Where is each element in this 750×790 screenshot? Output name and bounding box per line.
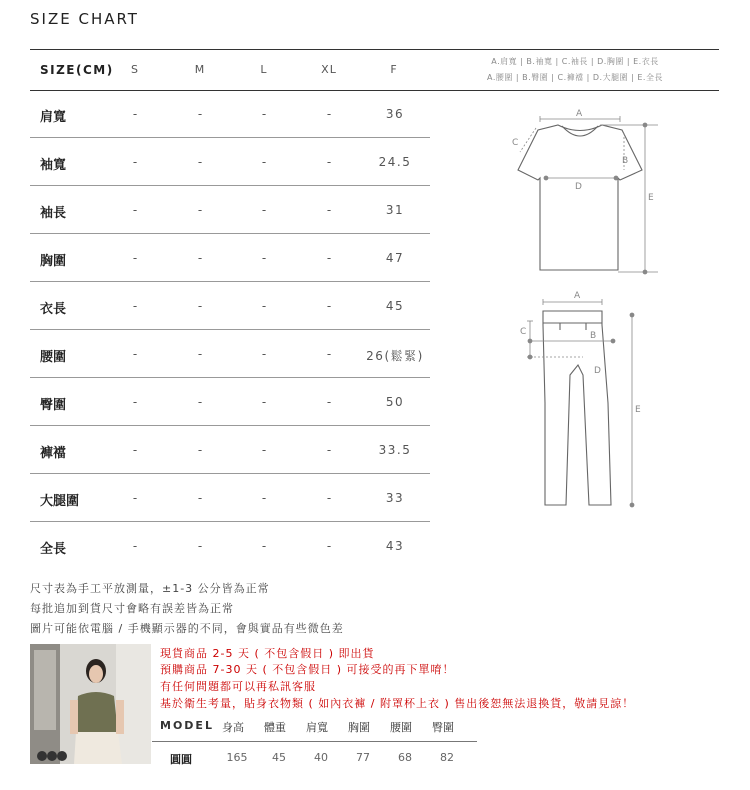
cell-xl: - bbox=[326, 107, 332, 121]
cell-m: - bbox=[197, 107, 203, 121]
pants-measurement-diagram bbox=[510, 285, 660, 515]
model-name: 圓圓 bbox=[170, 753, 192, 766]
note-color: 圖片可能依電腦 / 手機顯示器的不同，會與實品有些微色差 bbox=[30, 622, 344, 635]
cell-l: - bbox=[261, 155, 267, 169]
cell-f: 47 bbox=[385, 251, 405, 265]
model-header-shoulder: 肩寬 bbox=[306, 721, 328, 734]
chart-title: SIZE CHART bbox=[30, 10, 139, 28]
top-letter-d: D bbox=[575, 182, 582, 192]
model-photo bbox=[30, 644, 151, 764]
cell-s: - bbox=[132, 347, 138, 361]
row-label: 腰圍 bbox=[40, 350, 67, 365]
cell-l: - bbox=[261, 203, 267, 217]
cell-xl: - bbox=[326, 539, 332, 553]
cell-s: - bbox=[132, 443, 138, 457]
shipping-note-preorder: 預購商品 7-30 天 ( 不包含假日 ) 可接受的再下單唷！ bbox=[160, 663, 455, 676]
cell-l: - bbox=[261, 395, 267, 409]
cell-m: - bbox=[197, 395, 203, 409]
cell-l: - bbox=[261, 443, 267, 457]
cell-f: 24.5 bbox=[378, 155, 412, 169]
cell-f: 33.5 bbox=[378, 443, 412, 457]
pants-letter-a: A bbox=[574, 291, 581, 301]
row-divider bbox=[30, 521, 430, 522]
cell-xl: - bbox=[326, 299, 332, 313]
model-divider bbox=[152, 741, 477, 742]
model-value-bust: 77 bbox=[356, 751, 370, 764]
top-letter-e: E bbox=[648, 193, 654, 203]
model-header-waist: 腰圍 bbox=[390, 721, 412, 734]
pants-letter-e: E bbox=[635, 405, 641, 415]
row-divider bbox=[30, 329, 430, 330]
cell-l: - bbox=[261, 539, 267, 553]
cell-m: - bbox=[197, 203, 203, 217]
cell-xl: - bbox=[326, 251, 332, 265]
top-outline bbox=[518, 125, 642, 270]
size-col-f: F bbox=[390, 63, 398, 76]
cell-f: 26(鬆緊) bbox=[366, 349, 424, 363]
cell-m: - bbox=[197, 251, 203, 265]
size-col-m: M bbox=[194, 63, 206, 76]
cell-xl: - bbox=[326, 443, 332, 457]
cell-m: - bbox=[197, 443, 203, 457]
row-divider bbox=[30, 281, 430, 282]
cell-l: - bbox=[261, 107, 267, 121]
pants-letter-b: B bbox=[590, 331, 597, 341]
row-label: 大腿圍 bbox=[40, 494, 80, 509]
cell-xl: - bbox=[326, 155, 332, 169]
top-letter-b: B bbox=[622, 156, 629, 166]
cell-s: - bbox=[132, 203, 138, 217]
cell-m: - bbox=[197, 299, 203, 313]
pants-outline bbox=[543, 311, 611, 505]
top-letter-a: A bbox=[576, 109, 583, 119]
cell-s: - bbox=[132, 107, 138, 121]
model-value-height: 165 bbox=[226, 751, 248, 764]
model-header-model: MODEL bbox=[160, 719, 214, 732]
cell-f: 36 bbox=[385, 107, 405, 121]
cell-l: - bbox=[261, 347, 267, 361]
row-label: 全長 bbox=[40, 542, 67, 557]
legend-bottom: A.腰圍 | B.臀圍 | C.褲襠 | D.大腿圍 | E.全長 bbox=[487, 73, 663, 82]
cell-l: - bbox=[261, 299, 267, 313]
header-bottom-rule bbox=[30, 90, 719, 91]
cell-s: - bbox=[132, 395, 138, 409]
model-header-weight: 體重 bbox=[264, 721, 286, 734]
model-header-height: 身高 bbox=[222, 721, 244, 734]
model-header-bust: 胸圍 bbox=[348, 721, 370, 734]
pants-letter-c: C bbox=[520, 327, 527, 337]
note-batch: 每批追加到貨尺寸會略有誤差皆為正常 bbox=[30, 602, 234, 615]
cell-l: - bbox=[261, 491, 267, 505]
model-value-hip: 82 bbox=[440, 751, 454, 764]
top-measurement-diagram bbox=[500, 100, 670, 280]
hygiene-note: 基於衛生考量，貼身衣物類 ( 如內衣褲 / 附罩杯上衣 ) 售出後恕無法退換貨，敬請見諒！ bbox=[160, 697, 635, 710]
row-label: 肩寬 bbox=[40, 110, 67, 125]
cell-f: 43 bbox=[385, 539, 405, 553]
cell-xl: - bbox=[326, 395, 332, 409]
cell-s: - bbox=[132, 299, 138, 313]
row-label: 衣長 bbox=[40, 302, 67, 317]
note-measure: 尺寸表為手工平放測量，±1-3 公分皆為正常 bbox=[30, 582, 270, 595]
row-label: 褲襠 bbox=[40, 446, 67, 461]
model-header-hip: 臀圍 bbox=[432, 721, 454, 734]
cell-xl: - bbox=[326, 203, 332, 217]
row-label: 袖寬 bbox=[40, 158, 67, 173]
model-value-weight: 45 bbox=[272, 751, 286, 764]
model-value-waist: 68 bbox=[398, 751, 412, 764]
row-divider bbox=[30, 425, 430, 426]
legend-top: A.肩寬 | B.袖寬 | C.袖長 | D.胸圍 | E.衣長 bbox=[491, 57, 659, 66]
row-divider bbox=[30, 233, 430, 234]
top-letter-c: C bbox=[512, 138, 519, 148]
cell-m: - bbox=[197, 491, 203, 505]
row-divider bbox=[30, 473, 430, 474]
cell-l: - bbox=[261, 251, 267, 265]
size-header-label: SIZE(CM) bbox=[40, 63, 114, 77]
cell-f: 45 bbox=[385, 299, 405, 313]
header-top-rule bbox=[30, 49, 719, 50]
support-note: 有任何問題都可以再私訊客服 bbox=[160, 680, 316, 693]
cell-f: 50 bbox=[385, 395, 405, 409]
cell-s: - bbox=[132, 155, 138, 169]
row-divider bbox=[30, 377, 430, 378]
row-label: 臀圍 bbox=[40, 398, 67, 413]
cell-s: - bbox=[132, 491, 138, 505]
row-label: 胸圍 bbox=[40, 254, 67, 269]
size-col-s: S bbox=[131, 63, 139, 76]
cell-f: 33 bbox=[385, 491, 405, 505]
cell-s: - bbox=[132, 539, 138, 553]
cell-m: - bbox=[197, 155, 203, 169]
cell-xl: - bbox=[326, 347, 332, 361]
cell-m: - bbox=[197, 539, 203, 553]
row-divider bbox=[30, 185, 430, 186]
cell-xl: - bbox=[326, 491, 332, 505]
model-value-shoulder: 40 bbox=[314, 751, 328, 764]
cell-s: - bbox=[132, 251, 138, 265]
cell-f: 31 bbox=[385, 203, 405, 217]
row-label: 袖長 bbox=[40, 206, 67, 221]
row-divider bbox=[30, 137, 430, 138]
shipping-note-instock: 現貨商品 2-5 天 ( 不包含假日 ) 即出貨 bbox=[160, 647, 375, 660]
pants-letter-d: D bbox=[594, 366, 601, 376]
size-col-xl: XL bbox=[321, 63, 337, 76]
cell-m: - bbox=[197, 347, 203, 361]
size-col-l: L bbox=[260, 63, 268, 76]
